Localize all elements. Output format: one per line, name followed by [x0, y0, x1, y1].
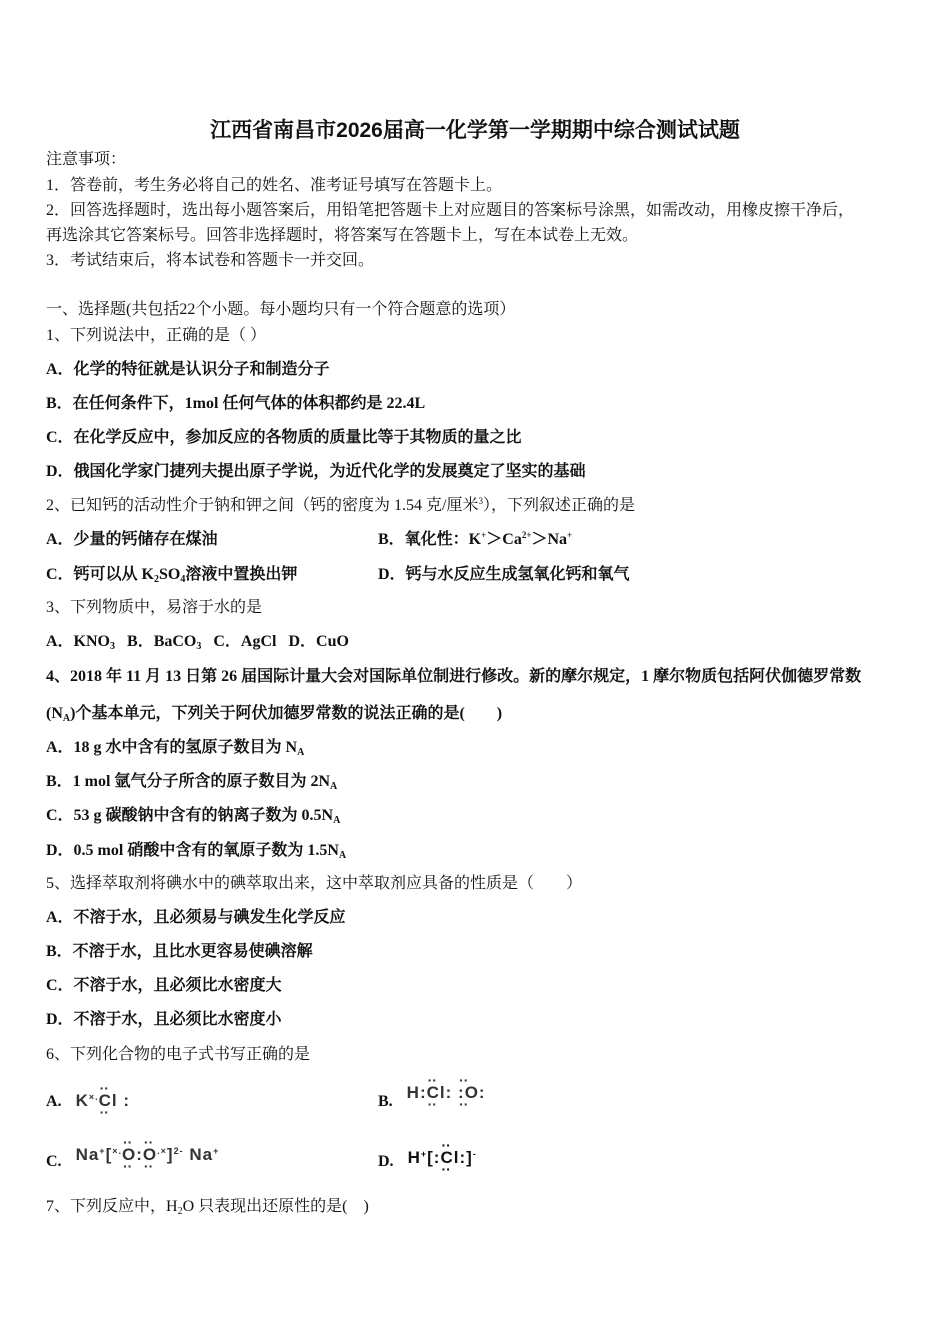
symbol: H [407, 1148, 421, 1167]
text: )个基本单元，下列关于阿伏加德罗常数的说法正确的是( ) [70, 705, 503, 722]
q5-option-d: D．不溶于水，且必须比水密度小 [46, 1011, 282, 1028]
text: D．0.5 mol 硝酸中含有的氧原子数为 1.5N [46, 842, 339, 859]
electron-dots: : [445, 1083, 453, 1102]
symbol: ·· Cl ·· [440, 1148, 459, 1168]
q3-option-d: D．CuO [288, 633, 349, 650]
charge: - [472, 1149, 477, 1159]
q2-option-a: A．少量的钙储存在煤油 [46, 531, 218, 548]
symbol: ·· Cl ·· [99, 1091, 118, 1111]
charge: + [213, 1146, 220, 1156]
symbol: K [75, 1091, 89, 1110]
subscript: A [330, 781, 338, 792]
q1-option-a: A．化学的特征就是认识分子和制造分子 [46, 361, 330, 378]
question-6-stem: 6、下列化合物的电子式书写正确的是 [46, 1046, 311, 1063]
q6-option-d [378, 1148, 477, 1172]
text: B．氧化性：K [378, 531, 482, 548]
text: 7、下列反应中，H [46, 1198, 178, 1215]
subscript: A [297, 747, 305, 758]
q1-option-c: C．在化学反应中，参加反应的各物质的质量比等于其物质的量之比 [46, 429, 522, 446]
q1-option-b: B．在任何条件下，1mol 任何气体的体积都约是 22.4L [46, 395, 426, 412]
q4-option-c [46, 806, 340, 826]
text: B．1 mol 氩气分子所含的原子数目为 2N [46, 773, 331, 790]
subscript: 3 [110, 641, 116, 652]
q3-options [46, 632, 349, 652]
superscript: + [481, 530, 487, 540]
q4-option-b [46, 772, 337, 792]
superscript: + [567, 530, 573, 540]
charge: 2- [173, 1146, 184, 1156]
electron-formula-kcl [76, 1091, 130, 1111]
text: (N [46, 705, 63, 722]
q5-option-a: A．不溶于水，且必须易与碘发生化学反应 [46, 909, 346, 926]
text: ＞Na [531, 531, 568, 548]
symbol: Na [189, 1145, 214, 1164]
option-label: A. [46, 1093, 62, 1110]
text: C．53 g 碳酸钠中含有的钠离子数为 0.5N [46, 807, 334, 824]
electron-dots: ×. [88, 1092, 99, 1102]
symbol: H [406, 1083, 420, 1102]
stem-text: ），下列叙述正确的是 [482, 497, 635, 514]
option-label: D. [378, 1153, 394, 1170]
question-2-stem [46, 496, 635, 516]
q6-option-b [378, 1083, 486, 1112]
q6-option-c [46, 1145, 220, 1172]
notice-item: 3．考试结束后，将本试卷和答题卡一并交回。 [46, 252, 375, 269]
option-label: B. [378, 1093, 393, 1110]
charge: + [420, 1149, 428, 1159]
question-5-stem: 5、选择萃取剂将碘水中的碘萃取出来，这中萃取剂应具备的性质是（ ） [46, 875, 583, 892]
subscript: A [62, 713, 71, 724]
question-3-stem: 3、下列物质中，易溶于水的是 [46, 599, 263, 616]
bracket: [ [427, 1148, 434, 1167]
question-4-stem-cont [46, 704, 502, 724]
question-1-stem: 1、下列说法中，正确的是（ ） [46, 327, 267, 344]
text: ＞Ca [486, 531, 522, 548]
q4-option-d [46, 841, 346, 861]
subscript: 4 [180, 574, 186, 585]
electron-dots: : [459, 1148, 467, 1167]
symbol: ·· Cl ·· [427, 1083, 446, 1103]
notice-item: 再选涂其它答案标号。回答非选择题时，将答案写在答题卡上，写在本试卷上无效。 [46, 227, 639, 244]
subscript: A [333, 815, 341, 826]
q1-option-d: D．俄国化学家门捷列夫提出原子学说，为近代化学的发展奠定了坚实的基础 [46, 463, 586, 480]
subscript: A [338, 850, 347, 861]
notice-item: 1．答卷前，考生务必将自己的姓名、准考证号填写在答题卡上。 [46, 177, 503, 194]
subscript: 2 [154, 574, 160, 585]
text: 溶液中置换出钾 [185, 566, 298, 583]
text: SO [159, 566, 181, 583]
q2-option-b [378, 530, 572, 550]
charge: + [99, 1146, 106, 1156]
q2-option-d: D．钙与水反应生成氢氧化钙和氧气 [378, 566, 630, 583]
electron-dots: : [419, 1083, 427, 1102]
page-title: 江西省南昌市2026届高一化学第一学期期中综合测试试题 [210, 119, 740, 142]
electron-dots: ×. [112, 1146, 122, 1156]
symbol: Na [75, 1145, 100, 1164]
symbol: ·· O ·· [143, 1145, 157, 1165]
electron-formula-hclo [407, 1083, 486, 1103]
question-4-stem: 4、2018 年 11 月 13 日第 26 届国际计量大会对国际单位制进行修改。新的摩尔规定，1 摩尔物质包括阿伏伽德罗常数 [46, 668, 862, 685]
symbol: ·· :O: ·· [458, 1083, 486, 1103]
superscript: 2+ [521, 530, 532, 540]
text: C．钙可以从 K [46, 566, 155, 583]
q4-option-a [46, 738, 304, 758]
electron-formula-hcl [408, 1148, 477, 1168]
superscript: 3 [478, 496, 483, 506]
subscript: 3 [196, 641, 202, 652]
q5-option-c: C．不溶于水，且必须比水密度大 [46, 977, 282, 994]
option-label: C. [46, 1153, 62, 1170]
notice-heading: 注意事项： [46, 151, 127, 168]
text: O 只表现出还原性的是( ) [182, 1198, 369, 1215]
question-7-stem [46, 1197, 369, 1217]
subscript: 2 [177, 1206, 183, 1217]
q3-option-c: C．AgCl [213, 633, 277, 650]
symbol: ·· O ·· [122, 1145, 136, 1165]
electron-dots: : [433, 1148, 441, 1167]
q2-option-c [46, 565, 297, 585]
q5-option-b: B．不溶于水，且比水更容易使碘溶解 [46, 943, 313, 960]
electron-dots: .× [157, 1146, 167, 1156]
text: A．18 g 水中含有的氢原子数目为 N [46, 739, 298, 756]
q3-option-b: B．BaCO [127, 633, 197, 650]
bracket: ] [466, 1148, 473, 1167]
notice-item: 2．回答选择题时，选出每小题答案后，用铅笔把答题卡上对应题目的答案标号涂黑，如需改动，用橡皮擦干净后， [46, 202, 855, 219]
q6-option-a [46, 1091, 130, 1112]
q3-option-a: A．KNO [46, 633, 111, 650]
electron-formula-na2o2 [76, 1145, 220, 1165]
section-heading: 一、选择题(共包括22个小题。每小题均只有一个符合题意的选项） [46, 301, 516, 318]
electron-dots: : [136, 1145, 143, 1164]
electron-dots: : [123, 1091, 131, 1110]
bracket: ] [166, 1145, 174, 1164]
stem-text: 2、已知钙的活动性介于钠和钾之间（钙的密度为 1.54 克/厘米 [46, 497, 479, 514]
bracket: [ [105, 1145, 113, 1164]
